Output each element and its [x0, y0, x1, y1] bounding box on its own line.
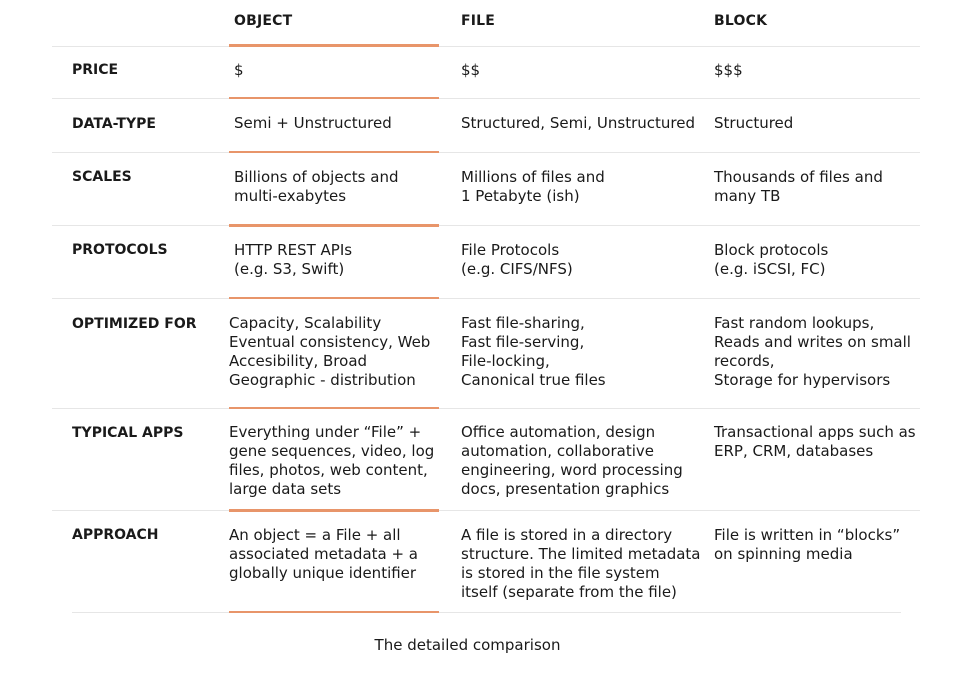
row-label-price: PRICE: [72, 62, 119, 78]
object-column-accent: [229, 151, 439, 153]
optimized-for-object: Capacity, Scalability Eventual consistency, Web Accesibility, Broad Geographic - distribution: [229, 314, 431, 389]
scales-file: Millions of files and 1 Petabyte (ish): [461, 168, 605, 205]
typical-apps-block: Transactional apps such as ERP, CRM, databases: [714, 423, 916, 460]
row-label-approach: APPROACH: [72, 527, 159, 543]
scales-block: Thousands of files and many TB: [714, 168, 883, 205]
optimized-for-file: Fast file-sharing, Fast file-serving, File-locking, Canonical true files: [461, 314, 606, 389]
scales-object: Billions of objects and multi-exabytes: [234, 168, 399, 205]
typical-apps-object: Everything under “File” + gene sequences, video, log files, photos, web content, large data sets: [229, 423, 435, 498]
table-bottom-divider: [72, 612, 901, 613]
object-column-accent: [229, 509, 439, 512]
row-divider: [52, 46, 920, 47]
optimized-for-block: Fast random lookups, Reads and writes on small records, Storage for hypervisors: [714, 314, 911, 389]
row-label-optimized-for: OPTIMIZED FOR: [72, 316, 197, 332]
table-caption: The detailed comparison: [374, 636, 561, 654]
row-label-protocols: PROTOCOLS: [72, 242, 168, 258]
object-column-accent: [229, 97, 439, 99]
protocols-object: HTTP REST APIs (e.g. S3, Swift): [234, 241, 353, 278]
approach-file: A file is stored in a directory structure. The limited metadata is stored in the file system itself (separate from the file): [461, 526, 701, 601]
row-divider: [52, 225, 920, 226]
row-label-scales: SCALES: [72, 169, 132, 185]
row-divider: [52, 298, 920, 299]
data-type-block: Structured: [714, 114, 794, 132]
price-block: $$$: [714, 61, 743, 79]
object-column-accent: [229, 611, 439, 613]
object-column-accent: [229, 44, 439, 47]
object-column-accent: [229, 224, 439, 227]
row-label-typical-apps: TYPICAL APPS: [72, 425, 184, 441]
object-column-accent: [229, 407, 439, 409]
column-header-file: FILE: [461, 13, 496, 29]
column-header-object: OBJECT: [234, 13, 293, 29]
protocols-file: File Protocols (e.g. CIFS/NFS): [461, 241, 573, 278]
row-divider: [52, 408, 920, 409]
typical-apps-file: Office automation, design automation, collaborative engineering, word processing docs, presentation graphics: [461, 423, 683, 498]
column-header-block: BLOCK: [714, 13, 768, 29]
row-divider: [52, 98, 920, 99]
protocols-block: Block protocols (e.g. iSCSI, FC): [714, 241, 829, 278]
data-type-object: Semi + Unstructured: [234, 114, 392, 132]
row-divider: [52, 510, 920, 511]
row-label-data-type: DATA-TYPE: [72, 116, 156, 132]
approach-object: An object = a File + all associated metadata + a globally unique identifier: [229, 526, 419, 582]
approach-block: File is written in “blocks” on spinning media: [714, 526, 901, 563]
price-file: $$: [461, 61, 481, 79]
data-type-file: Structured, Semi, Unstructured: [461, 114, 695, 132]
row-divider: [52, 152, 920, 153]
object-column-accent: [229, 297, 439, 299]
price-object: $: [234, 61, 244, 79]
